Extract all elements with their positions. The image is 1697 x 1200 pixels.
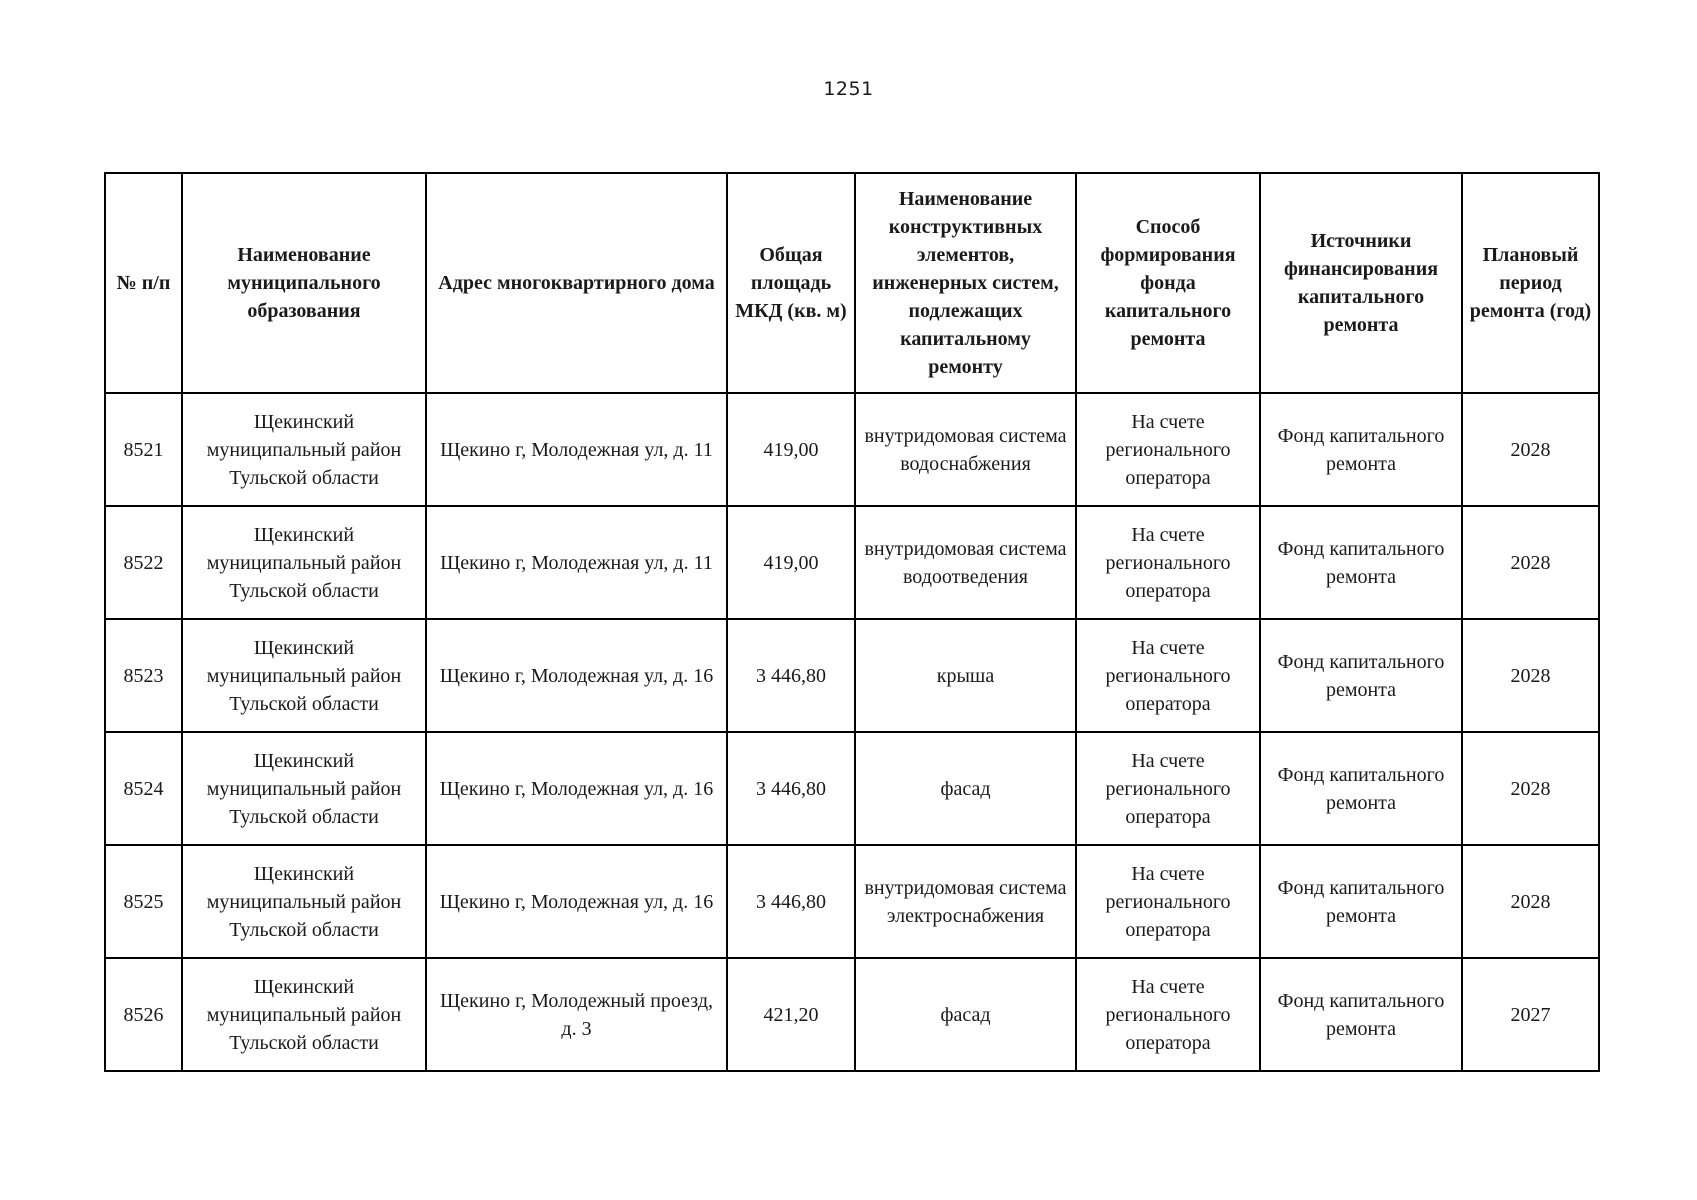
capital-repair-table xyxy=(104,172,1600,1072)
cell-area: 421,20 xyxy=(727,958,855,1071)
table-header-row xyxy=(105,173,1599,393)
cell-planned-year: 2027 xyxy=(1462,958,1599,1071)
table-row xyxy=(105,506,1599,619)
cell-elements: внутридомовая система водоотведения xyxy=(855,506,1076,619)
cell-planned-year: 2028 xyxy=(1462,732,1599,845)
cell-municipality: Щекинский муниципальный район Тульской области xyxy=(182,845,426,958)
cell-area: 3 446,80 xyxy=(727,732,855,845)
cell-number: 8524 xyxy=(105,732,182,845)
cell-municipality: Щекинский муниципальный район Тульской области xyxy=(182,393,426,506)
table-row xyxy=(105,958,1599,1071)
cell-address: Щекино г, Молодежный проезд, д. 3 xyxy=(426,958,727,1071)
cell-planned-year: 2028 xyxy=(1462,506,1599,619)
header-elements: Наименование конструктивных элементов, инженерных систем, подлежащих капитальному ремонту xyxy=(855,173,1076,393)
cell-number: 8525 xyxy=(105,845,182,958)
cell-municipality: Щекинский муниципальный район Тульской области xyxy=(182,506,426,619)
header-address: Адрес многоквартирного дома xyxy=(426,173,727,393)
cell-fund-method: На счете регионального оператора xyxy=(1076,958,1260,1071)
cell-area: 3 446,80 xyxy=(727,845,855,958)
header-municipality: Наименование муниципального образования xyxy=(182,173,426,393)
cell-number: 8523 xyxy=(105,619,182,732)
table-row xyxy=(105,619,1599,732)
cell-elements: фасад xyxy=(855,958,1076,1071)
cell-area: 3 446,80 xyxy=(727,619,855,732)
cell-number: 8522 xyxy=(105,506,182,619)
cell-address: Щекино г, Молодежная ул, д. 11 xyxy=(426,506,727,619)
table-row xyxy=(105,393,1599,506)
cell-number: 8521 xyxy=(105,393,182,506)
cell-address: Щекино г, Молодежная ул, д. 16 xyxy=(426,845,727,958)
cell-funding-source: Фонд капитального ремонта xyxy=(1260,958,1462,1071)
cell-planned-year: 2028 xyxy=(1462,619,1599,732)
header-funding-source: Источники финансирования капитального ремонта xyxy=(1260,173,1462,393)
cell-fund-method: На счете регионального оператора xyxy=(1076,506,1260,619)
cell-fund-method: На счете регионального оператора xyxy=(1076,619,1260,732)
header-number: № п/п xyxy=(105,173,182,393)
cell-funding-source: Фонд капитального ремонта xyxy=(1260,619,1462,732)
cell-address: Щекино г, Молодежная ул, д. 16 xyxy=(426,619,727,732)
cell-elements: внутридомовая система водоснабжения xyxy=(855,393,1076,506)
cell-funding-source: Фонд капитального ремонта xyxy=(1260,732,1462,845)
cell-elements: внутридомовая система электроснабжения xyxy=(855,845,1076,958)
table-row xyxy=(105,732,1599,845)
cell-funding-source: Фонд капитального ремонта xyxy=(1260,393,1462,506)
header-area: Общая площадь МКД (кв. м) xyxy=(727,173,855,393)
cell-fund-method: На счете регионального оператора xyxy=(1076,393,1260,506)
cell-elements: крыша xyxy=(855,619,1076,732)
cell-area: 419,00 xyxy=(727,393,855,506)
cell-planned-year: 2028 xyxy=(1462,393,1599,506)
cell-elements: фасад xyxy=(855,732,1076,845)
cell-address: Щекино г, Молодежная ул, д. 11 xyxy=(426,393,727,506)
cell-address: Щекино г, Молодежная ул, д. 16 xyxy=(426,732,727,845)
cell-municipality: Щекинский муниципальный район Тульской области xyxy=(182,619,426,732)
header-fund-method: Способ формирования фонда капитального ремонта xyxy=(1076,173,1260,393)
cell-fund-method: На счете регионального оператора xyxy=(1076,732,1260,845)
cell-fund-method: На счете регионального оператора xyxy=(1076,845,1260,958)
cell-planned-year: 2028 xyxy=(1462,845,1599,958)
cell-number: 8526 xyxy=(105,958,182,1071)
cell-municipality: Щекинский муниципальный район Тульской области xyxy=(182,958,426,1071)
cell-funding-source: Фонд капитального ремонта xyxy=(1260,506,1462,619)
cell-area: 419,00 xyxy=(727,506,855,619)
header-planned-year: Плановый период ремонта (год) xyxy=(1462,173,1599,393)
cell-funding-source: Фонд капитального ремонта xyxy=(1260,845,1462,958)
page-number: 1251 xyxy=(823,78,874,100)
table-row xyxy=(105,845,1599,958)
cell-municipality: Щекинский муниципальный район Тульской области xyxy=(182,732,426,845)
